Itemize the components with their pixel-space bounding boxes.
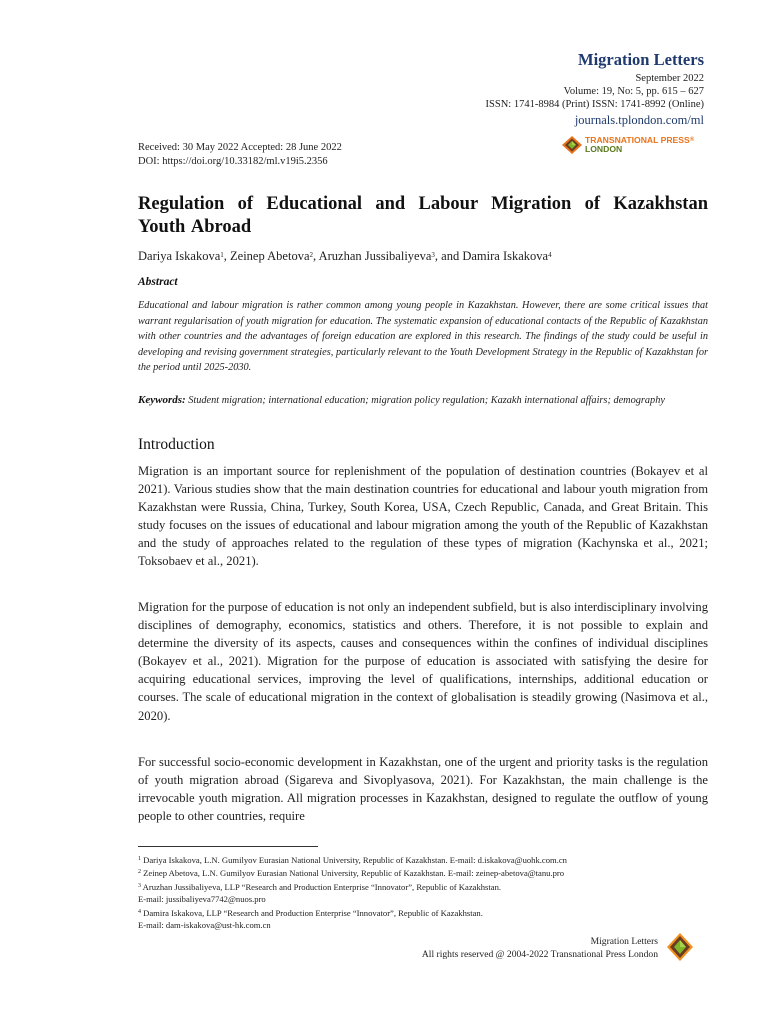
doi-link[interactable]: DOI: https://doi.org/10.33182/ml.v19i5.2356 bbox=[138, 156, 328, 167]
footnote-text: Aruzhan Jussibaliyeva, LLP “Research and Production Enterprise “Innovator”, Republic of Kazakhstan. bbox=[141, 881, 502, 892]
author-affiliation-mark: 4 bbox=[548, 251, 552, 259]
footnote bbox=[138, 866, 713, 879]
footnote bbox=[138, 853, 713, 866]
issn-info: ISSN: 1741-8984 (Print) ISSN: 1741-8992 (Online) bbox=[485, 98, 704, 110]
page-footer bbox=[422, 935, 658, 961]
body-paragraph: Migration for the purpose of education is not only an independent subfield, but is also interdisciplinary involving disciplines of demography, economics, statistics and others. Therefore, it is not possible to explain and determine the diversity of its aspects, causes and consequences within the confines of individual disciplines (Bokayev et al., 2021). Migration for the purpose of education is associated with satisfying the desire for acquiring educational services, improving the level of qualifications, internships, additional education or courses. The scale of educational migration in the context of globalisation is steadily growing (Nasimova et al., 2020). bbox=[138, 600, 708, 723]
author-name: Aruzhan Jussibaliyeva bbox=[318, 249, 432, 263]
author-affiliation-mark: 3 bbox=[431, 251, 435, 259]
author-separator: , bbox=[223, 249, 231, 263]
received-accepted: Received: 30 May 2022 Accepted: 28 June 2022 bbox=[138, 142, 342, 153]
abstract-heading: Abstract bbox=[138, 276, 178, 288]
author-name: Zeinep Abetova bbox=[230, 249, 310, 263]
author-name: Damira Iskakova bbox=[462, 249, 549, 263]
publisher-name bbox=[585, 136, 694, 154]
keywords-label: Keywords: bbox=[138, 394, 186, 406]
footnote-mark: 2 bbox=[138, 869, 141, 876]
section-heading-introduction: Introduction bbox=[138, 436, 215, 453]
body-paragraph: For successful socio-economic development in Kazakhstan, one of the urgent and priority tasks is the regulation of youth migration abroad (Sigareva and Sivoplyasova, 2021). For Kazakhstan, the main challenge is the irrevocable youth migration. All migration processes in Kazakhstan, designed to regulate the outflow of young people to other countries, require bbox=[138, 755, 708, 824]
registered-mark: ® bbox=[689, 137, 695, 143]
author-affiliation-mark: 1 bbox=[220, 251, 224, 259]
diamond-logo-icon bbox=[667, 933, 693, 961]
footer-logo bbox=[667, 933, 693, 966]
author-affiliation-mark: 2 bbox=[309, 251, 314, 259]
footnote-mark: 1 bbox=[138, 856, 141, 862]
footer-journal-name: Migration Letters bbox=[590, 936, 658, 947]
footnote-text: E-mail: jussibaliyeva7742@nuos.pro bbox=[138, 894, 266, 905]
footnote-continuation bbox=[138, 893, 713, 905]
body-paragraph: Migration is an important source for replenishment of the population of destination countries (Bokayev et al 2021). Various studies show that the main destination countries for educational and labour youth migration from Kazakhstan were Russia, China, Turkey, South Korea, USA, Czech Republic, Canada, and Great Britain. This study focuses on the issues of educational and labour migration among the youth of the Republic of Kazakhstan and the study of approaches related to the regulation of these types of migration (Kachynska et al., 2021; Toksobaev et al., 2021). bbox=[138, 464, 708, 569]
journal-name: Migration Letters bbox=[578, 50, 704, 69]
keywords bbox=[138, 393, 708, 409]
author-list bbox=[138, 249, 552, 264]
footnote bbox=[138, 880, 713, 893]
abstract-text: Educational and labour migration is rather common among young people in Kazakhstan. However, there are some critical issues that warrant regularisation of youth migration for education. The systematic expansion of educational contacts of the Republic of Kazakhstan with other countries and the advantages of foreign education are explored in this research. The findings of the study could be useful in developing and revising government strategies, particularly relevant to the Youth Development Strategy in the Republic of Kazakhstan for the period until 2025-2030. bbox=[138, 300, 708, 373]
volume-info: Volume: 19, No: 5, pp. 615 – 627 bbox=[563, 85, 704, 97]
footnote-mark: 3 bbox=[138, 882, 141, 889]
footnote-divider bbox=[138, 846, 318, 847]
footnote-mark: 4 bbox=[138, 908, 141, 915]
diamond-logo-icon bbox=[562, 136, 582, 154]
article-title: Regulation of Educational and Labour Migration of Kazakhstan Youth Abroad bbox=[138, 194, 708, 237]
journal-url-link[interactable]: journals.tplondon.com/ml bbox=[574, 112, 704, 127]
publisher-line2: LONDON bbox=[585, 144, 623, 154]
footnote-text: Damira Iskakova, LLP “Research and Production Enterprise “Innovator”, Republic of Kazakhstan. bbox=[141, 907, 483, 918]
publisher-logo bbox=[562, 136, 694, 154]
footnote bbox=[138, 906, 713, 919]
author-separator: , and bbox=[434, 249, 463, 263]
publisher-line1: TRANSNATIONAL PRESS bbox=[585, 135, 690, 145]
author-name: Dariya Iskakova bbox=[138, 249, 221, 263]
footnote-continuation bbox=[138, 919, 713, 931]
footer-copyright: All rights reserved @ 2004-2022 Transnational Press London bbox=[421, 949, 658, 960]
footnotes bbox=[138, 853, 713, 931]
footnote-text: Dariya Iskakova, L.N. Gumilyov Eurasian National University, Republic of Kazakhstan. E-mail: d.iskakova@uohk.com.cn bbox=[141, 855, 567, 865]
issue-date: September 2022 bbox=[635, 72, 704, 84]
footnote-text: Zeinep Abetova, L.N. Gumilyov Eurasian National University, Republic of Kazakhstan. E-mail: zeinep-abetova@tanu.pro bbox=[141, 868, 565, 879]
article-dates bbox=[138, 141, 342, 169]
journal-header bbox=[486, 52, 704, 128]
footnote-text: E-mail: dam-iskakova@ust-hk.com.cn bbox=[138, 920, 271, 931]
keywords-text: Student migration; international education; migration policy regulation; Kazakh international affairs; demography bbox=[188, 395, 665, 406]
author-separator: , bbox=[313, 249, 319, 263]
